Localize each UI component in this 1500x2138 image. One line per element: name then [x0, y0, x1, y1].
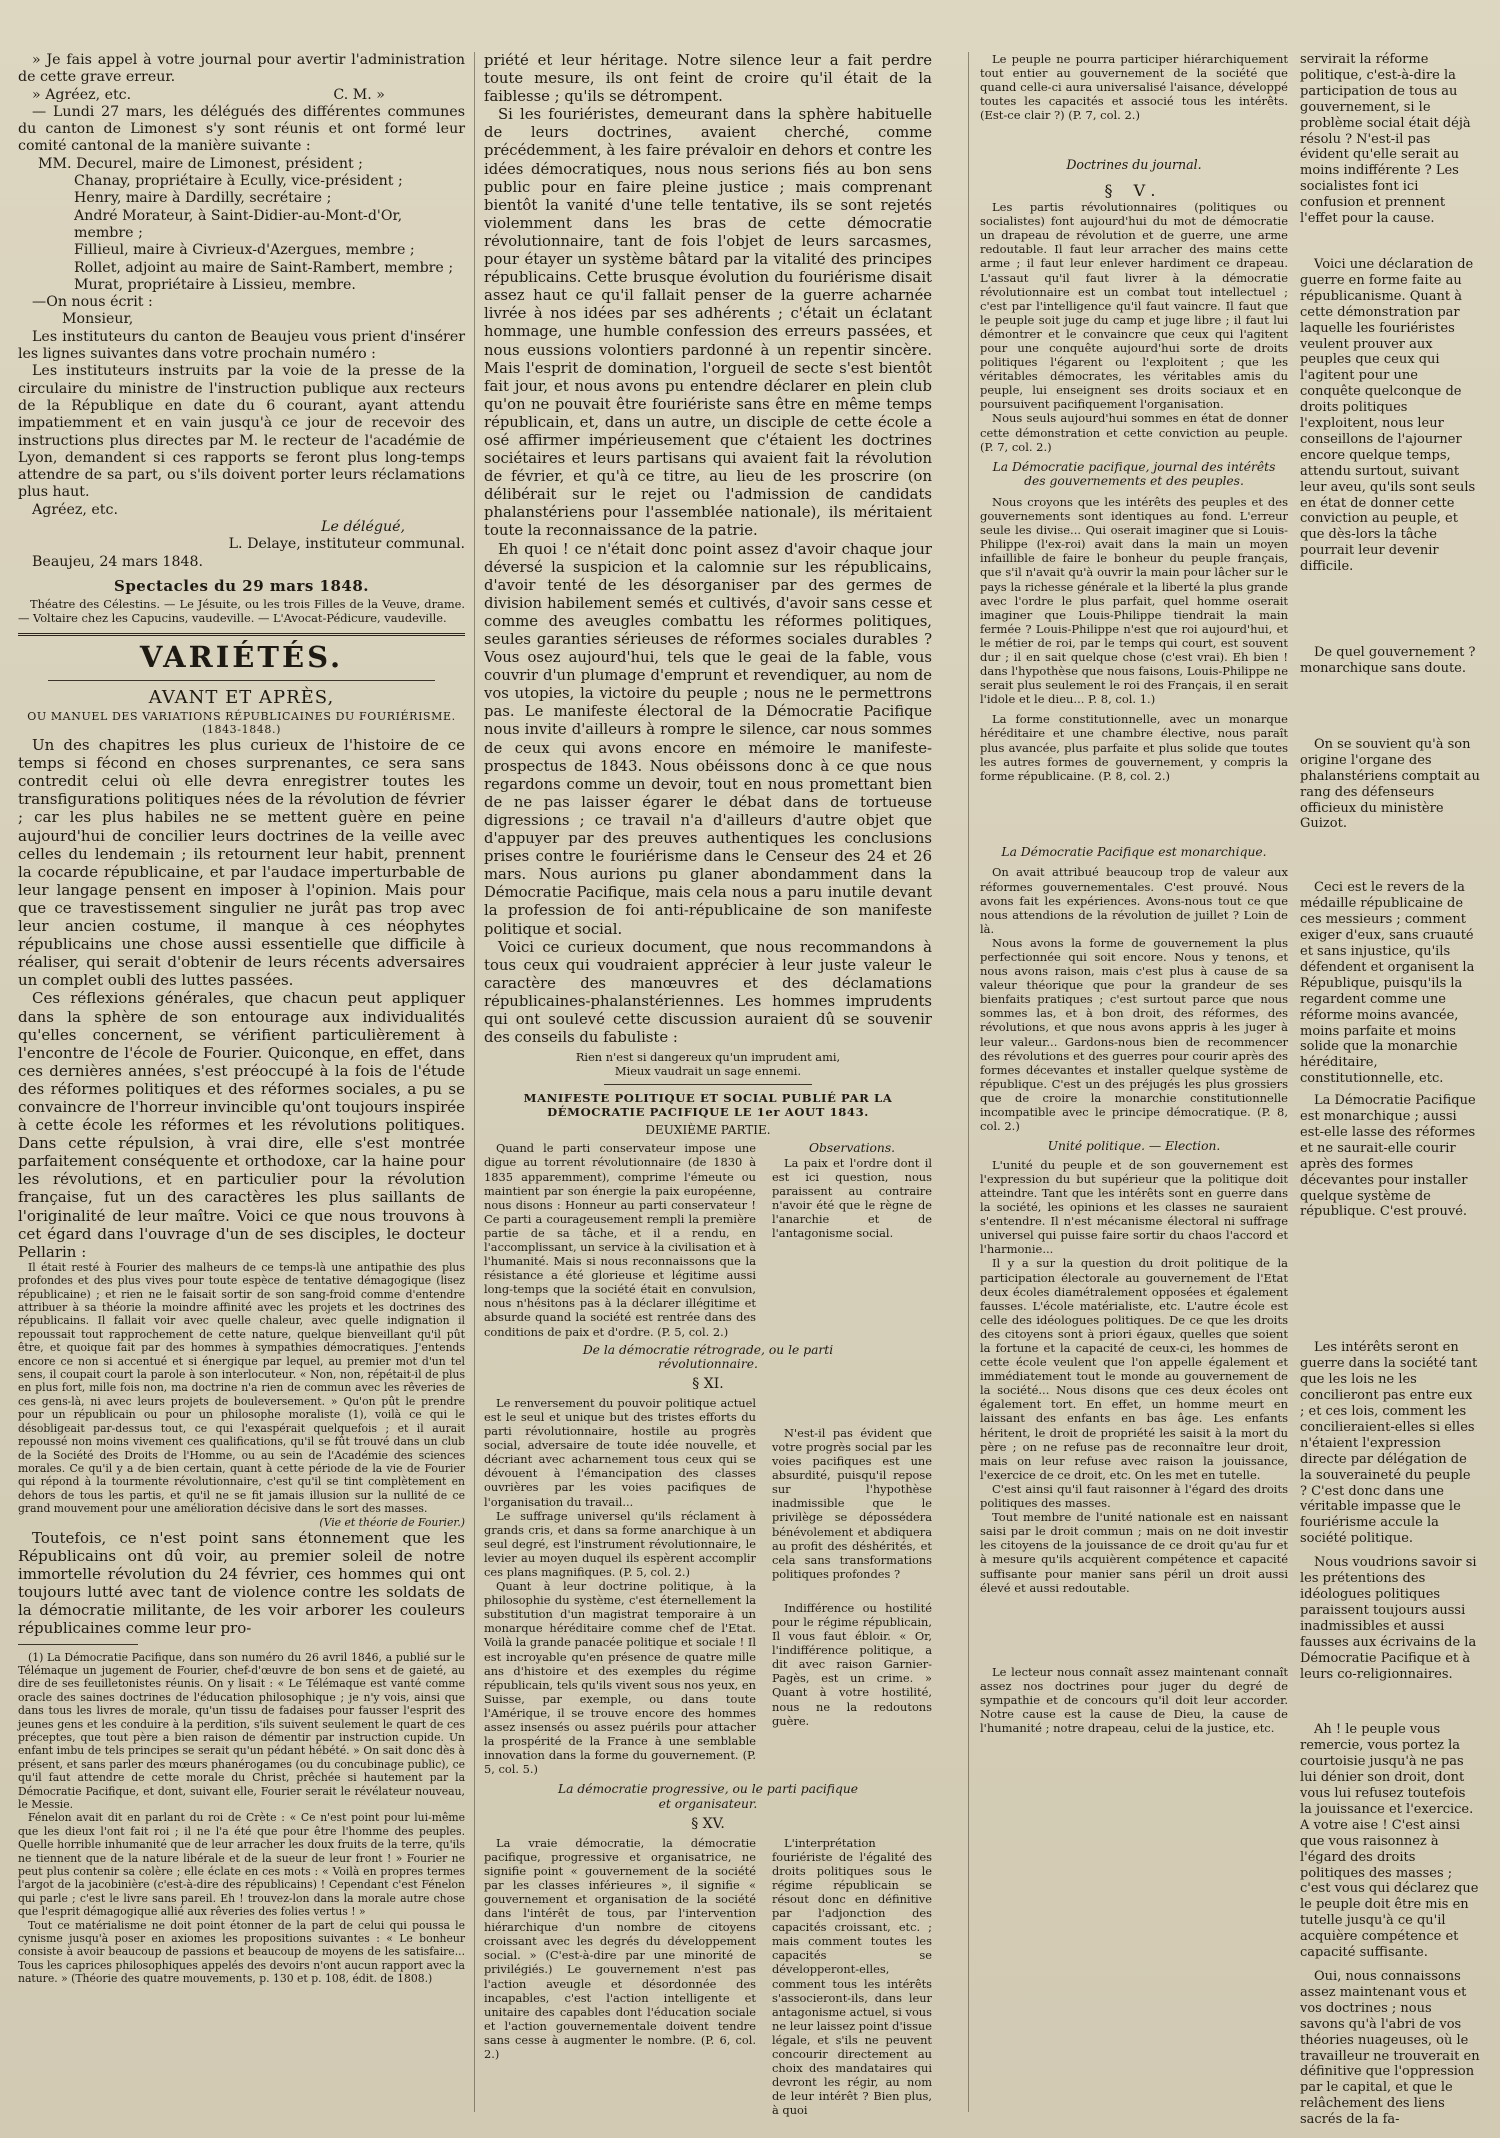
footnote-paragraph: Tout ce matérialisme ne doit point étonner de la part de celui qui poussa le cynisme jusqu'à poser en axiomes les propositions suivantes : « Le bonheur consiste à avoir beaucoup de passions et beaucoup de moyens de les satisfaire... Tous les caprices philosophiques appelés des devoirs n'ont aucun rapport avec la nature. » (Théorie des quatre mouvements, p. 130 et p. 108, édit. de 1808.): [18, 1918, 465, 1986]
two-column-block: [484, 1836, 932, 2118]
paragraph: Le peuple ne pourra participer hiérarchiquement tout entier au gouvernement de la société que quand celle-ci aura universalisé l'aisance, développé toutes les capacités et associé tous les intérêts. (Est-ce clair ?) (P. 7, col. 2.): [980, 52, 1288, 123]
manifesto-text: [980, 52, 1288, 122]
column-3: [980, 52, 1288, 2112]
observations-heading: Observations.: [808, 1141, 896, 1156]
manifesto-text: [980, 1665, 1288, 1735]
heading-line: DÉMOCRATIE PACIFIQUE LE 1er AOUT 1843.: [547, 1105, 869, 1120]
list-item: Murat, propriétaire à Lissieu, membre.: [74, 276, 356, 293]
divider: [604, 1084, 812, 1085]
paragraph: La Démocratie Pacifique est monarchique ; aussi est-elle lasse des réformes et ne saurait-elle courir après des formes décevantes pour installer quelque système de république. C'est prouvé.: [1300, 1093, 1476, 1220]
list-item: Rollet, adjoint au maire de Saint-Rambert, membre ;: [74, 259, 454, 276]
paragraph: C'est ainsi qu'il faut raisonner à l'égard des droits politiques des masses.: [980, 1481, 1288, 1511]
paragraph: Oui, nous connaissons assez maintenant vous et vos doctrines ; nous savons qu'à l'abri de vos théories nuageuses, où le travailleur ne trouverait en définitive que l'oppression par le capital, et que le relâchement des liens sacrés de la fa-: [1300, 1969, 1480, 2128]
paragraph: Un des chapitres les plus curieux de l'histoire de ce temps si fécond en choses surprenantes, ce sera sans contredit celui où elle devra enregistrer toutes les transfigurations politiques nées de la révolution de février ; car les plus habiles ne se mettent guère en peine aujourd'hui de concilier leurs doctrines de la veille avec celles du lendemain ; ils retournent leur habit, prennent la cocarde républicaine, et par l'audace imperturbable de leur langage pensent en imposer à l'opinion. Mais pour que ce travestissement singulier ne jurât pas trop avec leur ancien costume, il manque à ces néophytes républicains une chose aussi essentielle que difficile à réaliser, qui serait d'obtenir de leurs récents adversaires un complet oubli des luttes passées.: [18, 736, 465, 990]
article-subtitle: OU MANUEL DES VARIATIONS RÉPUBLICAINES DU FOURIÉRISME.: [27, 710, 456, 724]
paragraph: Voici une déclaration de guerre en forme faite au républicanisme. Quant à cette démonstration par laquelle les fouriéristes veulent prouver aux peuples que ceux qui l'agitent pour une conquête quelconque de droits politiques l'exploitent, nous leur conseillons de l'ajourner encore quelque temps, attendu surtout, suivant leur aveu, qu'ils sont seuls en état de donner cette conviction au peuple, et que dès-lors la tâche pourrait leur devenir difficile.: [1300, 256, 1476, 575]
article-body: [484, 52, 932, 1047]
spectacles-heading: Spectacles du 29 mars 1848.: [113, 576, 370, 595]
paragraph: Les intérêts seront en guerre dans la société tant que les lois ne les concilieront pas entre eux ; et ces lois, comment les concilieraient-elles si elles n'étaient l'expression directe par délégation de la souveraineté du peuple ? C'est donc dans une véritable impasse que le fouriérisme accule la société politique.: [1300, 1340, 1478, 1547]
paragraph: Toutefois, ce n'est point sans étonnement que les Républicains ont dû voir, au premier soleil de notre immortelle révolution du 24 février, ces hommes qui ont toujours lutté avec tant de violence contre les soldats de la démocratie militante, de les voir arborer les couleurs républicaines comme leur pro-: [18, 1528, 465, 1638]
verse-line: Rien n'est si dangereux qu'un imprudent ami,: [575, 1050, 841, 1065]
subsection-heading: La Démocratie Pacifique est monarchique.: [1001, 844, 1267, 859]
manifesto-text: [980, 865, 1288, 1133]
paragraph: Si les fouriéristes, demeurant dans la sphère habituelle de leurs doctrines, avaient cherché, comme précédemment, à les faire prévaloir en dehors et contre les idées démocratiques, nous nous serions fiés au bon sens public pour en faire pleine justice ; mais comprenant bientôt la vanité d'une telle tentative, ils se sont rejetés violemment dans les bras de cette démocratie révolutionnaire, tant de fois l'objet de leurs sarcasmes, pour étayer un système bâtard par la vitalité des principes républicains. Cette brusque évolution du fouriérisme disait assez haut ce qu'il fallait penser de la guerre acharnée livrée à nos idées par ses adhérents ; c'était un éclatant hommage, une humble confession des erreurs passées, et nous eussions volontiers pardonné à un repentir sincère. Mais l'esprit de domination, l'orgueil de secte s'est bientôt fait jour, et nous avons pu entendre déclarer en plein club qu'on ne pouvait être fouriériste sans être en même temps républicain, et, dans un autre, un disciple de cette école a osé affirmer impérieusement que c'étaient les doctrines sociétaires et leurs partisans qui avaient fait la révolution de février, et qu'à ce titre, au lieu de les proscrire (on délibérait sur le rejet ou l'admission de candidats phalanstériens pour l'assemblée nationale), ils méritaient toute la reconnaissance de la patrie.: [484, 106, 932, 540]
heading-line: De la démocratie rétrograde, ou le parti: [582, 1342, 834, 1357]
observations: [1300, 52, 1480, 2128]
subsection-heading: La Démocratie pacifique, journal des intérêts des gouvernements et des peuples.: [992, 459, 1276, 489]
article-title: AVANT ET APRÈS,: [148, 687, 335, 709]
paragraph: Le renversement du pouvoir politique actuel est le seul et unique but des tristes efforts du parti révolutionnaire, hostile au progrès social, adversaire de toute idée nouvelle, et décriant avec acharnement tous ceux qui se dévouent à l'émancipation des classes ouvrières par les voies pacifiques de l'organisation du travail...: [484, 1395, 756, 1509]
paragraph: La paix et l'ordre dont il est ici question, nous paraissent au contraire n'avoir été que le règne de l'anarchie et de l'antagonisme social.: [772, 1155, 932, 1241]
paragraph: Théatre des Célestins. — Le Jésuite, ou les trois Filles de la Veuve, drame. — Voltaire chez les Capucins, vaudeville. — L'Avocat-Pédicure, vaudeville.: [18, 596, 465, 625]
letter-top: [18, 52, 465, 156]
paragraph: Les instituteurs instruits par la voie de la presse de la circulaire du ministre de l'instruction publique aux recteurs de la République en date du 6 courant, ayant attendu impatiemment et en vain jusqu'à ce jour de recevoir des instructions plus directes par M. le recteur de l'académie de Lyon, demandent si ces rapports se feront plus long-temps attendre de sa part, ou s'ils doivent porter leurs réclamations plus haut.: [18, 363, 465, 501]
paragraph: Agréez, etc.: [32, 501, 118, 518]
column-2: [484, 52, 932, 2118]
committee-list: [38, 156, 465, 294]
manifesto-text: [484, 1141, 756, 1338]
section-number: § XV.: [691, 1815, 725, 1832]
two-column-block: [484, 1141, 932, 1338]
paragraph: priété et leur héritage. Notre silence leur a fait perdre toute mesure, ils ont feint de croire qu'il était de la faiblesse ; qu'ils se détrompent.: [484, 52, 932, 106]
observations: [772, 1836, 932, 2118]
paragraph: N'est-il pas évident que votre progrès social par les voies pacifiques est une absurdité, puisqu'il repose sur l'hypothèse inadmissible que le privilège se dépossédera bénévolement et abdiquera au profit des déshérités, et cela sans transformations politiques profondes ?: [772, 1425, 932, 1581]
subsection-heading: Unité politique. — Election.: [1047, 1139, 1221, 1154]
quote: Il était resté à Fourier des malheurs de ce temps-là une antipathie des plus profondes et des plus vives pour toute espèce de tentative démagogique (lisez républicaine) ; et rien ne le faisait sortir de son sang-froid comme d'entendre attribuer à sa théorie la moindre affinité avec les projets et les doctrines des républicains. Il fallait voir avec quelle chaleur, avec quelle indignation il repoussait tout rapprochement de cette nature, quelque bienveillant qu'il pût être, et quoique fait par des hommes à sympathies démocratiques. J'entends encore ce non si accentué et si énergique par lequel, au premier mot d'un tel sens, il coupait court la parole à son interlocuteur. « Non, non, répétait-il de plus en plus fort, mille fois non, ma doctrine n'a rien de commun avec les rêveries de ces gens-là, ni avec leurs projets de bouleversement. » Qu'on pût le prendre pour un républicain ou pour un philosophe moraliste (1), voilà ce qui le désobligeait par-dessus tout, ce qui l'exaspérait quelquefois ; et il aurait repoussé non moins vivement ces qualifications, qu'il se fût trouvé dans un club de la Société des Droits de l'Homme, ou au sein de l'Académie des sciences morales. Ce qu'il y a de bien certain, quant à cette période de la vie de Fourier qui répond à la tourmente révolutionnaire, c'est qu'il se tint complètement en dehors de tous les partis, et qu'il ne se fit jamais illusion sur la nullité de ce grand mouvement pour une amélioration décisive dans le sort des masses.: [18, 1260, 465, 1516]
paragraph: Monsieur,: [62, 311, 134, 328]
column-1: [18, 52, 465, 2112]
paragraph: L'unité du peuple et de son gouvernement est l'expression du but supérieur que la politique doit atteindre. Tant que les intérêts sont en guerre dans la société, les opinions et les classes ne sauraient s'entendre. Il n'est mécanisme électoral ni suffrage universel qui puisse faire sortir du chaos l'accord et l'harmonie...: [980, 1157, 1288, 1257]
paragraph: Nous seuls aujourd'hui sommes en état de donner cette démonstration et cette conviction au peuple. (P. 7, col. 2.): [980, 411, 1288, 454]
subsection-heading: [484, 1782, 932, 1811]
paragraph: Nous croyons que les intérêts des peuples et des gouvernements sont identiques au fond. L'erreur seule les divise... Qui oserait imaginer que si Louis-Philippe (l'ex-roi) avait dans la main un moyen infaillible de faire le bonheur du peuple français, que s'il n'avait qu'à ouvrir la main pour lâcher sur le pays la richesse générale et la liberté la plus grande avec l'ordre le plus parfait, quel homme oserait imaginer que Louis-Philippe tiendrait la main fermée ? Louis-Philippe n'est que roi aujourd'hui, et le métier de roi, par le temps qui court, est souvent dur ; il en sait quelque chose (c'est vrai). Eh bien ! dans l'hypothèse que nous faisons, Louis-Philippe ne serait plus seulement le roi des Français, il en serait l'idole et le dieu... P. 8, col. 1.): [980, 494, 1288, 707]
article-dates: (1843-1848.): [202, 723, 281, 737]
section-number: § V.: [1104, 181, 1164, 201]
manifesto-heading: [484, 1091, 932, 1119]
paragraph: Il y a sur la question du droit politique de la participation électorale au gouvernement de l'Etat deux écoles diamétralement opposées et également fausses. L'école matérialiste, etc. L'autre école est celle des idéologues politiques. De ce que les droits des citoyens sont à priori égaux, quelles que soient la fortune et la capacité de ceux-ci, les hommes de cette école veulent que l'on appelle également et immédiatement tout le monde au gouvernement de la société... Nous disons que ces deux écoles ont également tort. En effet, un homme meurt en laissant des enfants en bas âge. Les enfants héritent, le droit de propriété les saisit à la mort du père ; on ne refuse pas de reconnaître leur droit, mais on leur refuse avec raison la jouissance, l'exercice de ce droit, etc. On les met en tutelle.: [980, 1256, 1288, 1482]
manifesto-text: [484, 1836, 756, 2118]
paragraph: La forme constitutionnelle, avec un monarque héréditaire et une chambre élective, nous paraît plus avancée, plus parfaite et plus solide que toutes les autres formes de gouvernement, y compris la forme républicaine. (P. 8, col. 2.): [980, 712, 1288, 783]
observations: [772, 1396, 932, 1777]
paragraph: Nous avons la forme de gouvernement la plus perfectionnée qui soit encore. Nous y tenons, et nous avons raison, mais c'est plus à cause de sa valeur théorique que pour la grandeur de ses bienfaits pratiques ; c'est surtout parce que nous sommes las, et à bon droit, des réformes, des révolutions, et que nous avons appris à les juger à leur valeur... Gardons-nous bien de recommencer des révolutions et des guerres pour courir après des formes décevantes et installer quelque système de république. C'est un des préjugés les plus grossiers que de croire la monarchie constitutionnelle incompatible avec le principe démocratique. (P. 8, col. 2.): [980, 935, 1288, 1134]
paragraph: L'interprétation fouriériste de l'égalité des droits politiques sous le régime républicain se résout donc en définitive par l'adjonction des capacités croissant, etc. ; mais comment toutes les capacités se développeront-elles, comment tous les intérêts s'associeront-ils, dans leur antagonisme actuel, si vous ne leur laissez point d'issue légale, et s'ils ne peuvent concourir directement au choix des mandataires qui devront les régir, au nom de leur intérêt ? Bien plus, à quoi: [772, 1835, 932, 2118]
divider: [48, 680, 435, 681]
paragraph: De quel gouvernement ? monarchique sans doute.: [1300, 645, 1476, 676]
paragraph: On se souvient qu'à son origine l'organe des phalanstériens comptait au rang des défenseurs officieux du ministère Guizot.: [1300, 736, 1480, 832]
verse-line: Mieux vaudrait un sage ennemi.: [614, 1064, 802, 1079]
salutation: » Agréez, etc.: [32, 86, 132, 103]
quote-source: (Vie et théorie de Fourier.): [319, 1515, 465, 1529]
paragraph: Quant à leur doctrine politique, à la philosophie du système, c'est éternellement la substitution d'un magistrat temporaire à un monarque héréditaire comme chef de l'Etat. Voilà la grande panacée politique et sociale ! Il est incroyable qu'en présence de quatre mille ans d'histoire et des exemples du régime républicain, tels qu'ils vivent sous nos yeux, en Suisse, par exemple, ou dans toute l'Amérique, il se trouve encore des hommes assez insensés ou assez puérils pour attacher la prospérité de la France à une semblable innovation dans la forme du gouvernement. (P. 5, col. 5.): [484, 1579, 756, 1777]
paragraph: Quand le parti conservateur impose une digue au torrent révolutionnaire (de 1830 à 1835 apparemment), comprime l'émeute ou maintient par son énergie la paix européenne, nous disons : Honneur au parti conservateur ! Ce parti a courageusement rempli la première partie de sa tâche, et il a rendu, en l'accomplissant, un service à la civilisation et à l'humanité. Mais si nous reconnaissons que la résistance a été glorieuse et légitime aussi long-temps que la société était en convulsion, nous n'hésitons pas à la déclarer illégitime et absurde quand la société est rentrée dans des conditions de paix et d'ordre. (P. 5, col. 2.): [484, 1141, 756, 1339]
paragraph: Nous voudrions savoir si les prétentions des idéologues politiques paraissent toujours aussi inadmissibles et aussi fausses aux écrivains de la Démocratie Pacifique et à leurs co-religionnaires.: [1300, 1555, 1477, 1682]
paragraph: » Je fais appel à votre journal pour avertir l'administration de cette grave erreur.: [18, 52, 465, 86]
paragraph: Les instituteurs du canton de Beaujeu vous prient d'insérer les lignes suivantes dans votre prochain numéro :: [18, 328, 465, 363]
signoff-row: [18, 87, 465, 104]
two-column-block: [484, 1396, 932, 1777]
columns: [18, 52, 1480, 2128]
manifesto-text: [980, 495, 1288, 783]
part-heading: DEUXIÈME PARTIE.: [645, 1123, 771, 1138]
column-rule: [474, 52, 475, 2112]
paragraph: Le suffrage universel qu'ils réclament à grands cris, et dans sa forme anarchique à un seul degré, est l'instrument révolutionnaire, le levier au moyen duquel ils espèrent accomplir ces plans magnifiques. (P. 5, col. 2.): [484, 1508, 756, 1579]
article-body: [18, 1529, 465, 1638]
manifesto-text: [980, 1158, 1288, 1595]
paragraph: Voici ce curieux document, que nous recommandons à tous ceux qui voudraient apprécier à leur juste valeur le caractère des manœuvres et des déclamations républicaines-phalanstériennes. Les hommes imprudents qui ont soulevé cette discussion auraient dû se souvenir des conseils du fabuliste :: [484, 938, 932, 1047]
footnote: [18, 1651, 465, 1986]
list-item: MM. Decurel, maire de Limonest, président ;: [38, 155, 363, 172]
paragraph: Indifférence ou hostilité pour le régime républicain, Il vous faut ébloir. « Or, l'indifférence politique, a dit avec raison Garnier-Pagès, est un crime. » Quant à votre hostilité, nous ne la redoutons guère.: [772, 1600, 932, 1728]
subsection-heading: Doctrines du journal.: [1066, 157, 1202, 173]
paragraph: — Lundi 27 mars, les délégués des différentes communes du canton de Limonest s'y sont réunis et ont formé leur comité cantonal de la manière suivante :: [18, 103, 465, 155]
section-heading: VARIÉTÉS.: [18, 633, 465, 674]
footnote-paragraph: (1) La Démocratie Pacifique, dans son numéro du 26 avril 1846, a publié sur le Télémaque un jugement de Fourier, chef-d'œuvre de bon sens et de gaieté, au dire de ses feuilletonistes réunis. On y lisait : « Le Télémaque est vanté comme oracle des saines doctrines de l'éducation philosophique ; je n'y vois, ainsi que dans tous les livres de morale, qu'un tissu de fadaises pour fausser l'esprit des jeunes gens et les conduire à la perdition, s'ils suivent seulement le quart de ces préceptes, que tout père a bien raison de démentir par instruction cupide. Un enfant imbu de tels principes se serait qu'un pédant hébété. » On sait donc dès à présent, et sans parler des mœurs phanérogames (ou du concubinage public), ce qu'il faut attendre de cette morale du Christ, prêchée si hautement par la Démocratie Pacifique, et dont, suivant elle, Fourier serait le révélateur nouveau, le Messie.: [18, 1650, 465, 1811]
paragraph: —On nous écrit :: [32, 294, 153, 311]
verse: [484, 1050, 932, 1078]
observations: [772, 1141, 932, 1338]
list-item: Chanay, propriétaire à Ecully, vice-président ;: [74, 173, 403, 190]
paragraph: Eh quoi ! ce n'était donc point assez d'avoir chaque jour déversé la suspicion et la calomnie sur les républicains, d'avoir tenté de les désorganiser par des germes de division habilement semés et cultivés, d'avoir sans cesse et comme des aveugles combattu les réformes politiques, seules garanties sérieuses de réformes sociales durables ? Vous osez aujourd'hui, tels que le geai de la fable, vous couvrir d'un plumage d'emprunt et revendiquer, au nom de vos utopies, la victoire du peuple ; nous ne le permettrons pas. Le manifeste électoral de la Démocratie Pacifique nous invite d'ailleurs à rompre le silence, car nous sommes de ceux qui avons encore en mémoire le manifeste-prospectus de 1843. Nous obéissons donc à ce que nous regardons comme un devoir, tout en nous promettant bien de ne pas laisser égarer le débat dans de tortueuse digressions ; ce travail n'a d'ailleurs d'autre objet que d'appuyer par des preuves authentiques les conclusions prises contre le fouriérisme dans le Censeur des 24 et 26 mars. Nous aurions pu glaner abondamment dans la Démocratie Pacifique, mais cela nous a paru inutile devant la profession de foi anti-républicaine de son manifeste politique et social.: [484, 540, 932, 938]
spectacles: [18, 597, 465, 625]
list-item: Fillieul, maire à Civrieux-d'Azergues, membre ;: [74, 242, 415, 259]
column-rule: [968, 52, 969, 2112]
section-number: § XI.: [692, 1375, 724, 1392]
paragraph: Ah ! le peuple vous remercie, vous portez la courtoisie jusqu'à ne pas lui dénier son droit, dont vous lui refusez toutefois la jouissance et l'exercice. A votre aise ! C'est ainsi que vous raisonnez à l'égard des droits politiques des masses ; c'est vous qui déclarez que le peuple doit être mis en tutelle jusqu'à ce qu'il acquière compétence et capacité suffisante.: [1300, 1722, 1479, 1961]
signature: L. Delaye, instituteur communal.: [228, 536, 465, 553]
footnote-paragraph: Fénelon avait dit en parlant du roi de Crète : « Ce n'est point pour lui-même que les dieux l'ont fait roi ; il ne l'a été que pour être l'homme des peuples. Quelle horrible inhumanité que de leur arracher les doux fruits de la terre, qu'ils ne tiennent que de la nature libérale et de la sueur de leur front ! » Fourier ne peut plus contenir sa colère ; elle éclate en ces mots : « Voilà en propres termes l'argot de la jacobinière (c'est-à-dire des républicains) ! Cependant c'est Fénelon qui parle ; c'est le livre sans pareil. Eh ! trouvez-lon dans la morale autre chose que l'esprit démagogique allié aux rêveries des folies vertus ! »: [18, 1811, 465, 1919]
paragraph: Ceci est le revers de la médaille républicaine de ces messieurs ; comment exiger d'eux, sans cruauté et sans injustice, qu'ils défendent et organisent la République, puisqu'ils la regardent comme une réforme moins avancée, moins parfaite et moins solide que la monarchie héréditaire, constitutionnelle, etc.: [1300, 880, 1475, 1087]
heading-line: révolutionnaire.: [658, 1357, 758, 1372]
letter-beaujeu: [18, 294, 465, 571]
paragraph: servirait la réforme politique, c'est-à-dire la participation de tous au gouvernement, si le problème social était déjà résolu ? N'est-il pas évident qu'elle serait au moins indifférente ? Les socialistes font ici confusion et prennent l'effet pour la cause.: [1300, 52, 1471, 227]
dateline: Beaujeu, 24 mars 1848.: [32, 553, 204, 570]
paragraph: Le lecteur nous connaît assez maintenant connaît assez nos doctrines pour juger du degré de sympathie et de concours qu'il doit leur accorder. Notre cause est la cause de Dieu, la cause de l'humanité ; notre drapeau, celui de la justice, etc.: [980, 1664, 1288, 1736]
article-body: [18, 736, 465, 1261]
heading-line: La démocratie progressive, ou le parti pacifique: [557, 1782, 859, 1797]
heading-line: et organisateur.: [658, 1796, 758, 1811]
paragraph: On avait attribué beaucoup trop de valeur aux réformes gouvernementales. C'est prouvé. Nous avons fait les expériences. Avons-nous tout ce que nous attendions de la révolution de juillet ? Loin de là.: [980, 865, 1288, 936]
list-item: André Morateur, à Saint-Didier-au-Mont-d'Or, membre ;: [74, 207, 403, 241]
manifesto-text: [980, 200, 1288, 454]
subsection-heading: [484, 1343, 932, 1372]
manifesto-text: [484, 1396, 756, 1777]
signature-role: Le délégué,: [321, 519, 405, 536]
list-item: Henry, maire à Dardilly, secrétaire ;: [74, 190, 332, 207]
paragraph: Les partis révolutionnaires (politiques ou socialistes) font aujourd'hui du mot de démocratie un drapeau de révolution et de guerre, une arme redoutable. Il faut leur arracher des mains cette arme ; il faut leur enlever hardiment ce drapeau. L'assaut qu'il faut livrer à la démocratie révolutionnaire est un combat tout intellectuel ; c'est par l'intelligence qu'il faut vaincre. Il faut que le peuple soit juge du camp et juge libre ; il faut lui démontrer et le convaincre que ceux qui l'agitent pour une conquête aujourd'hui sorte de droits politiques l'égarent ou l'exploitent ; que les véritables démocrates, les véritables amis du peuple, lui enseignent ses droits sociaux et en poursuivent pacifiquement l'organisation.: [980, 200, 1288, 412]
heading-line: MANIFESTE POLITIQUE ET SOCIAL PUBLIÉ PAR LA: [523, 1091, 893, 1106]
column-4: [1300, 52, 1480, 2128]
paragraph: Ces réflexions générales, que chacun peut appliquer dans la sphère de son entourage aux individualités qu'elles concernent, se vérifient particulièrement à l'encontre de l'école de Fourier. Quiconque, en effet, dans ces dernières années, s'est préoccupé à la fois de l'étude des réformes politiques et des réformes sociales, a pu se convaincre de l'horreur invincible qu'ont toujours inspirée à cette école les réformes et les révolutions politiques. Dans cette répulsion, à vrai dire, elle s'est montrée parfaitement conséquente et orthodoxe, car la haine pour les révolutions, et en particulier pour la révolution française, fut un des caractères les plus saillants de l'originalité de leur maître. Voici ce que nous trouvons à cet égard dans l'ouvrage d'un de ses disciples, le docteur Pellarin :: [18, 989, 465, 1261]
footnote-rule: [18, 1644, 138, 1645]
signature: C. M. »: [333, 86, 385, 103]
paragraph: Tout membre de l'unité nationale est en naissant saisi par le droit commun ; mais on ne doit investir les citoyens de la jouissance de ce droit qu'au fur et à mesure qu'ils acquièrent compétence et capacité suffisante pour manier sans péril un droit aussi élevé et aussi redoutable.: [980, 1510, 1288, 1595]
quote-block: [18, 1261, 465, 1529]
paragraph: La vraie démocratie, la démocratie pacifique, progressive et organisatrice, ne signifie point « gouvernement de la société par les classes inférieures », il signifie « gouvernement et organisation de la société dans l'intérêt de tous, par l'intervention hiérarchique d'un nombre de citoyens croissant avec les degrés du développement social. » (C'est-à-dire par une minorité de privilégiés.) Le gouvernement n'est pas l'action aveugle et désordonnée des incapables, c'est l'action intelligente et unitaire des capables dont l'éducation sociale et l'action gouvernementale doivent tendre sans cesse à augmenter le nombre. (P. 6, col. 2.): [484, 1835, 756, 2061]
